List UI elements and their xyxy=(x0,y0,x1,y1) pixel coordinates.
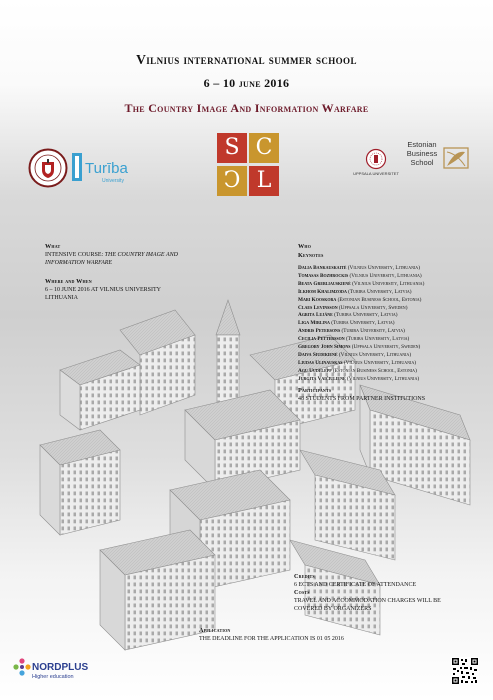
sc-letter-1: S xyxy=(217,133,247,163)
keynote-item xyxy=(298,376,424,384)
participants-label: Participants xyxy=(298,387,332,394)
costs-line-1: TRAVEL AND ACCOMMODATION CHARGES WILL BE xyxy=(294,598,441,604)
application-label: Application xyxy=(199,627,231,634)
keynote-name: Daiva Siudikienė xyxy=(298,351,338,358)
credits-label: Credits xyxy=(294,573,315,580)
keynote-name: Liga Mirlina xyxy=(298,320,330,327)
keynote-item xyxy=(298,265,424,273)
costs-line-2: COVERED BY ORGANIZERS xyxy=(294,606,372,612)
where-line-2: LITHUANIA xyxy=(45,295,78,301)
keynote-item xyxy=(298,344,424,352)
keynote-affiliation: (Uppsala University, Sweden) xyxy=(338,304,408,311)
what-prefix: INTENSIVE COURSE: xyxy=(45,252,105,258)
what-course-name-1: THE COUNTRY IMAGE AND xyxy=(104,252,178,258)
costs-label: Costs xyxy=(294,589,310,596)
what-value-line-1 xyxy=(45,251,178,259)
keynote-affiliation: (Vilnius University, Lithuania) xyxy=(347,265,420,271)
keynote-affiliation: (Estonian Business School, Estonia) xyxy=(332,367,417,374)
keynote-affiliation: (Estonian Business School, Estonia) xyxy=(337,296,422,303)
ebs-line-1: Estonian xyxy=(407,140,437,149)
keynotes-list xyxy=(298,265,424,384)
keynotes-label: Keynotes xyxy=(298,252,324,259)
keynote-affiliation: (Vilnius University, Lithuania) xyxy=(343,359,416,366)
application-value: THE DEADLINE FOR THE APPLICATION IS 01 05 2016 xyxy=(199,636,344,642)
keynote-name: Ilkhom Khalimzoda xyxy=(298,288,347,295)
where-label: Where and When xyxy=(45,278,92,285)
turiba-sub: University xyxy=(102,178,124,184)
keynote-name: Cecilia Pettersson xyxy=(298,336,345,343)
who-label: Who xyxy=(298,243,312,250)
keynote-item xyxy=(298,281,424,289)
sc-letter-3: C xyxy=(217,166,247,196)
keynote-name: Agu Uudelepp xyxy=(298,367,332,374)
what-label: What xyxy=(45,243,61,250)
keynote-item xyxy=(298,336,424,344)
event-dates: 6 – 10 june 2016 xyxy=(203,76,290,90)
keynote-name: Beata Grebliauskienė xyxy=(298,280,351,287)
nordplus-logo xyxy=(13,655,103,685)
keynote-item xyxy=(298,297,424,305)
keynote-item xyxy=(298,289,424,297)
qr-code[interactable] xyxy=(451,657,479,685)
page-title: Vilnius international summer school xyxy=(136,52,357,67)
turiba-name: Turība xyxy=(85,160,128,177)
course-title: The Country Image And Information Warfare xyxy=(124,101,369,115)
keynote-affiliation: (Turiba University, Latvia) xyxy=(348,288,412,295)
sc-letter-2: C xyxy=(249,133,279,163)
keynote-affiliation: (Turiba University, Latvia) xyxy=(331,320,395,327)
participants-value: 48 STUDENTS FROM PARTNER INSTITUTIONS xyxy=(298,396,426,402)
keynote-item xyxy=(298,352,424,360)
keynote-item xyxy=(298,368,424,376)
keynote-affiliation: (Vilnius University, Lithuania) xyxy=(349,272,422,279)
keynote-name: Claes Levinsson xyxy=(298,304,338,311)
keynote-affiliation: (Vilnius University, Lithuania) xyxy=(338,351,412,358)
keynote-name: Dalia Bankauskaitė xyxy=(298,265,347,271)
keynote-item xyxy=(298,328,424,336)
keynote-name: Andris Petersons xyxy=(298,328,341,335)
keynote-item xyxy=(298,360,424,368)
sc-letter-4: L xyxy=(249,166,279,196)
nordplus-name: NORDPLUS xyxy=(32,662,89,673)
uppsala-label: UPPSALA UNIVERSITET xyxy=(353,171,399,176)
keynote-affiliation: (Uppsala University, Sweden) xyxy=(351,344,421,351)
keynote-affiliation: (Vilnius University, Lithuania) xyxy=(352,280,425,287)
ebs-line-2: Business xyxy=(406,149,438,158)
keynote-name: Agrita Lujāne xyxy=(298,312,333,319)
keynote-name: Tomasas Bozhrockis xyxy=(298,272,349,279)
keynote-affiliation: (Vilnius University, Lithuania) xyxy=(346,375,420,382)
keynote-name: Jurgita Vaičiulienė xyxy=(298,375,346,382)
keynote-affiliation: (Turiba University, Latvia) xyxy=(345,336,410,343)
ebs-line-3: School xyxy=(410,158,434,167)
keynote-item xyxy=(298,273,424,281)
keynote-affiliation: (Turiba University, Latvia) xyxy=(341,328,405,335)
what-value-line-2 xyxy=(45,259,112,267)
where-line-1: 6 – 10 JUNE 2016 AT VILNIUS UNIVERSITY xyxy=(45,287,161,293)
keynote-name: Gregory John Simons xyxy=(298,344,351,351)
keynote-name: Mari Kooskora xyxy=(298,296,337,303)
nordplus-sub: Higher education xyxy=(32,674,74,680)
what-course-name-2: INFORMATION WARFARE xyxy=(45,260,113,266)
keynote-name: Liudas Ulinauskas xyxy=(298,359,343,366)
keynote-affiliation: (Turiba University, Latvia) xyxy=(334,312,398,319)
credits-value: 6 ECTS AND CERTIFICATE OF ATTENDANCE xyxy=(294,582,417,588)
